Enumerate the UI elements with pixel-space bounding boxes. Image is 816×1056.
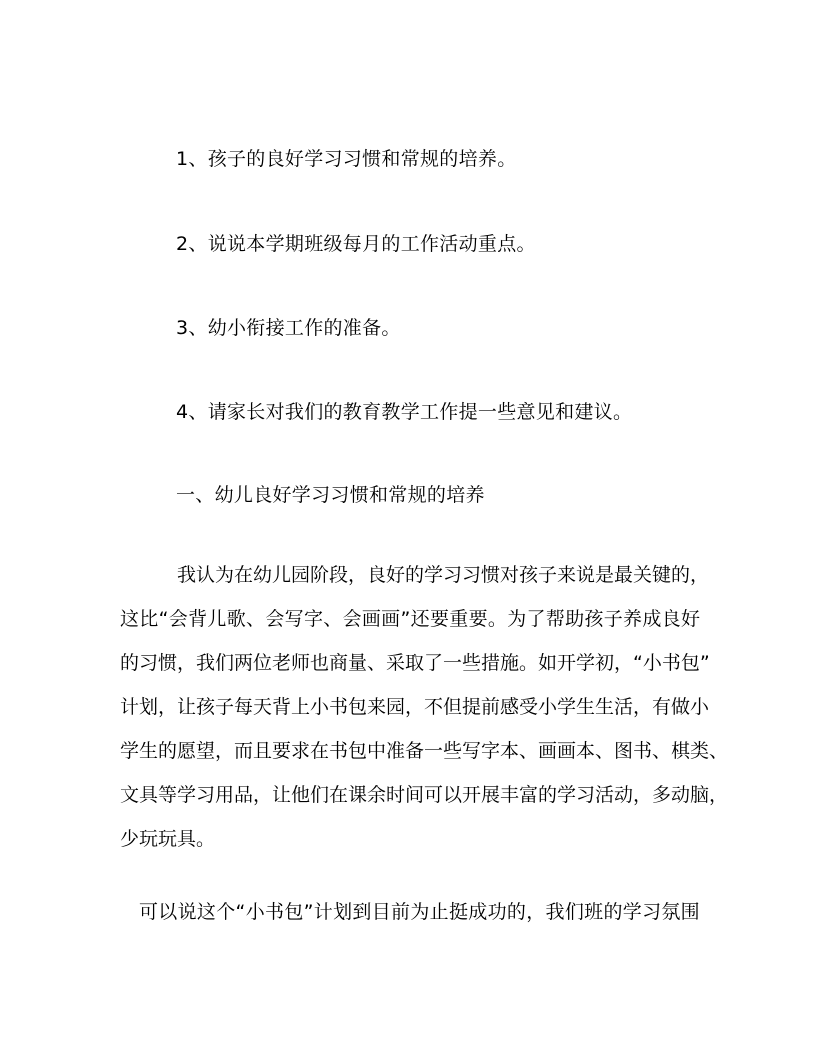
paragraph-1-line: 这比“会背儿歌、会写字、会画画”还要重要。为了帮助孩子养成良好 — [120, 608, 700, 630]
paragraph-1-line: 计划，让孩子每天背上小书包来园，不但提前感受小学生生活，有做小 — [120, 696, 710, 718]
paragraph-1-line: 少玩玩具。 — [120, 828, 216, 850]
paragraph-1-line: 学生的愿望，而且要求在书包中准备一些写字本、画画本、图书、棋类、 — [120, 740, 729, 762]
section-heading: 一、幼儿良好学习习惯和常规的培养 — [176, 484, 485, 506]
agenda-item-3: 3、幼小衔接工作的准备。 — [176, 317, 401, 339]
paragraph-1 — [120, 563, 729, 871]
agenda-item-1: 1、孩子的良好学习习惯和常规的培养。 — [176, 148, 517, 170]
paragraph-2-line: 可以说这个“小书包”计划到目前为止挺成功的，我们班的学习氛围 — [139, 901, 700, 923]
agenda-item-2: 2、说说本学期班级每月的工作活动重点。 — [176, 233, 536, 255]
agenda-item-4: 4、请家长对我们的教育教学工作提一些意见和建议。 — [176, 401, 633, 423]
paragraph-1-line: 的习惯，我们两位老师也商量、采取了一些措施。如开学初，“小书包” — [120, 652, 710, 674]
paragraph-1-line: 我认为在幼儿园阶段，良好的学习习惯对孩子来说是最关键的， — [177, 564, 710, 586]
paragraph-1-line: 文具等学习用品，让他们在课余时间可以开展丰富的学习活动，多动脑， — [120, 784, 729, 806]
